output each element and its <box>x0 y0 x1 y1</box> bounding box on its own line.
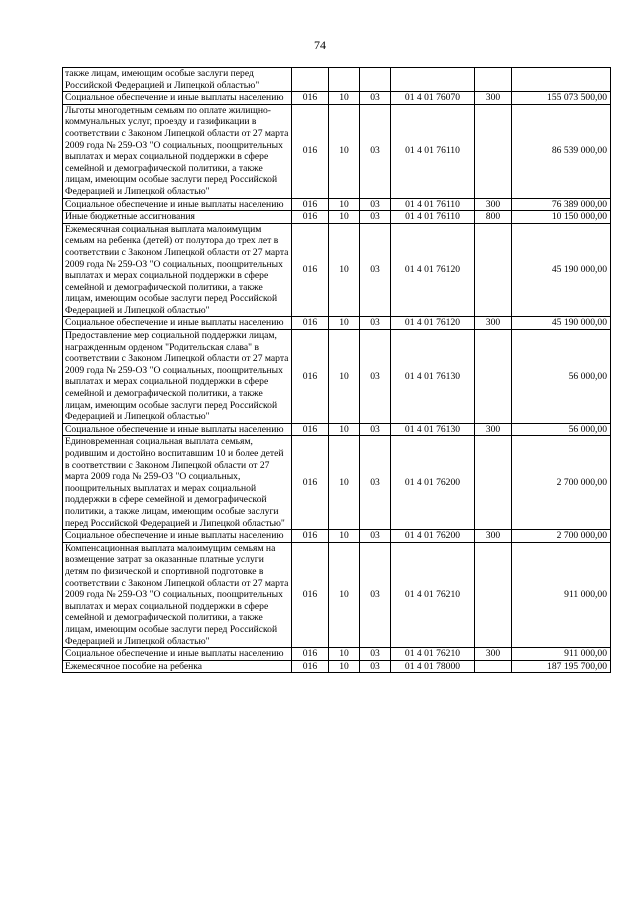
table-row <box>63 648 611 661</box>
expense-type-cell: 300 <box>475 317 512 330</box>
subsection-code-cell: 03 <box>360 92 391 105</box>
item-name-cell: Иные бюджетные ассигнования <box>63 211 292 224</box>
ministry-code-cell <box>292 68 329 92</box>
target-article-cell: 01 4 01 76110 <box>391 104 475 198</box>
section-code-cell: 10 <box>329 530 360 543</box>
ministry-code-cell: 016 <box>292 648 329 661</box>
target-article-cell: 01 4 01 76210 <box>391 648 475 661</box>
target-article-cell: 01 4 01 76110 <box>391 211 475 224</box>
item-name-cell: также лицам, имеющим особые заслуги перед Российской Федерацией и Липецкой областью" <box>63 68 292 92</box>
expense-type-cell: 300 <box>475 198 512 211</box>
item-name-cell: Ежемесячная социальная выплата малоимущим семьям на ребенка (детей) от полутора до трех лет в соответствии с Законом Липецкой области от 27 марта 2009 года № 259-ОЗ "О социальных, поощрительных выплатах и мерах социальной поддержки в сфере семейной и демографической политики, а также лицам, имеющим особые заслуги перед Российской Федерацией и Липецкой областью" <box>63 223 292 317</box>
section-code-cell: 10 <box>329 211 360 224</box>
target-article-cell: 01 4 01 76070 <box>391 92 475 105</box>
ministry-code-cell: 016 <box>292 423 329 436</box>
amount-cell: 45 190 000,00 <box>512 317 611 330</box>
section-code-cell: 10 <box>329 317 360 330</box>
expense-type-cell <box>475 542 512 647</box>
item-name-cell: Социальное обеспечение и иные выплаты населению <box>63 317 292 330</box>
section-code-cell: 10 <box>329 436 360 530</box>
item-name-cell: Льготы многодетным семьям по оплате жилищно-коммунальных услуг, проезду и газификации в соответствии с Законом Липецкой области от 27 марта 2009 года № 259-ОЗ "О социальных, поощрительных выплатах и мерах социальной поддержки в сфере семейной и демографической политики, а также лицам, имеющим особые заслуги перед Российской Федерацией и Липецкой областью" <box>63 104 292 198</box>
target-article-cell: 01 4 01 76120 <box>391 317 475 330</box>
item-name-cell: Социальное обеспечение и иные выплаты населению <box>63 423 292 436</box>
section-code-cell: 10 <box>329 660 360 673</box>
subsection-code-cell: 03 <box>360 436 391 530</box>
target-article-cell: 01 4 01 76130 <box>391 330 475 424</box>
ministry-code-cell: 016 <box>292 104 329 198</box>
target-article-cell <box>391 68 475 92</box>
expense-type-cell: 300 <box>475 648 512 661</box>
table-row <box>63 223 611 317</box>
section-code-cell: 10 <box>329 92 360 105</box>
amount-cell: 56 000,00 <box>512 330 611 424</box>
section-code-cell: 10 <box>329 330 360 424</box>
section-code-cell: 10 <box>329 104 360 198</box>
ministry-code-cell: 016 <box>292 436 329 530</box>
table-row <box>63 530 611 543</box>
amount-cell: 911 000,00 <box>512 648 611 661</box>
amount-cell: 45 190 000,00 <box>512 223 611 317</box>
amount-cell: 187 195 700,00 <box>512 660 611 673</box>
ministry-code-cell: 016 <box>292 211 329 224</box>
ministry-code-cell: 016 <box>292 530 329 543</box>
item-name-cell: Социальное обеспечение и иные выплаты населению <box>63 92 292 105</box>
table-row <box>63 542 611 647</box>
target-article-cell: 01 4 01 76200 <box>391 530 475 543</box>
subsection-code-cell: 03 <box>360 317 391 330</box>
item-name-cell: Предоставление мер социальной поддержки лицам, награжденным орденом "Родительская слава" в соответствии с Законом Липецкой области от 27 марта 2009 года № 259-ОЗ "О социальных, поощрительных выплатах и мерах социальной поддержки в сфере семейной и демографической политики, а также лицам, имеющим особые заслуги перед Российской Федерацией и Липецкой областью" <box>63 330 292 424</box>
target-article-cell: 01 4 01 76110 <box>391 198 475 211</box>
item-name-cell: Социальное обеспечение и иные выплаты населению <box>63 648 292 661</box>
target-article-cell: 01 4 01 78000 <box>391 660 475 673</box>
budget-table-body <box>63 68 611 673</box>
table-row <box>63 198 611 211</box>
section-code-cell <box>329 68 360 92</box>
amount-cell <box>512 68 611 92</box>
expense-type-cell <box>475 436 512 530</box>
subsection-code-cell: 03 <box>360 530 391 543</box>
table-row <box>63 92 611 105</box>
target-article-cell: 01 4 01 76200 <box>391 436 475 530</box>
amount-cell: 76 389 000,00 <box>512 198 611 211</box>
ministry-code-cell: 016 <box>292 198 329 211</box>
subsection-code-cell: 03 <box>360 423 391 436</box>
section-code-cell: 10 <box>329 223 360 317</box>
table-row <box>63 660 611 673</box>
amount-cell: 2 700 000,00 <box>512 436 611 530</box>
expense-type-cell: 300 <box>475 423 512 436</box>
amount-cell: 56 000,00 <box>512 423 611 436</box>
expense-type-cell <box>475 68 512 92</box>
expense-type-cell <box>475 223 512 317</box>
subsection-code-cell: 03 <box>360 648 391 661</box>
item-name-cell: Компенсационная выплата малоимущим семьям на возмещение затрат за оказанные платные услуги детям по физической и спортивной подготовке в соответствии с Законом Липецкой области от 27 марта 2009 года № 259-ОЗ "О социальных, поощрительных выплатах и мерах социальной поддержки в сфере семейной и демографической политики, а также лицам, имеющим особые заслуги перед Российской Федерацией и Липецкой областью" <box>63 542 292 647</box>
table-row <box>63 317 611 330</box>
item-name-cell: Ежемесячное пособие на ребенка <box>63 660 292 673</box>
amount-cell: 86 539 000,00 <box>512 104 611 198</box>
expense-type-cell <box>475 660 512 673</box>
budget-table <box>62 67 611 673</box>
table-row <box>63 330 611 424</box>
target-article-cell: 01 4 01 76120 <box>391 223 475 317</box>
table-row <box>63 436 611 530</box>
section-code-cell: 10 <box>329 423 360 436</box>
expense-type-cell <box>475 104 512 198</box>
target-article-cell: 01 4 01 76130 <box>391 423 475 436</box>
item-name-cell: Единовременная социальная выплата семьям, родившим и достойно воспитавшим 10 и более детей в соответствии с Законом Липецкой области от 27 марта 2009 года № 259-ОЗ "О социальных, поощрительных выплатах и мерах социальной поддержки в сфере семейной и демографической политики, а также лицам, имеющим особые заслуги перед Российской Федерацией и Липецкой областью" <box>63 436 292 530</box>
table-row <box>63 104 611 198</box>
subsection-code-cell: 03 <box>360 198 391 211</box>
section-code-cell: 10 <box>329 542 360 647</box>
expense-type-cell: 300 <box>475 530 512 543</box>
section-code-cell: 10 <box>329 198 360 211</box>
expense-type-cell <box>475 330 512 424</box>
ministry-code-cell: 016 <box>292 330 329 424</box>
target-article-cell: 01 4 01 76210 <box>391 542 475 647</box>
subsection-code-cell: 03 <box>360 211 391 224</box>
subsection-code-cell: 03 <box>360 104 391 198</box>
item-name-cell: Социальное обеспечение и иные выплаты населению <box>63 198 292 211</box>
expense-type-cell: 800 <box>475 211 512 224</box>
subsection-code-cell: 03 <box>360 542 391 647</box>
subsection-code-cell: 03 <box>360 223 391 317</box>
page-number: 74 <box>314 38 326 52</box>
expense-type-cell: 300 <box>475 92 512 105</box>
item-name-cell: Социальное обеспечение и иные выплаты населению <box>63 530 292 543</box>
amount-cell: 911 000,00 <box>512 542 611 647</box>
amount-cell: 10 150 000,00 <box>512 211 611 224</box>
table-row <box>63 68 611 92</box>
ministry-code-cell: 016 <box>292 223 329 317</box>
subsection-code-cell <box>360 68 391 92</box>
ministry-code-cell: 016 <box>292 92 329 105</box>
amount-cell: 155 073 500,00 <box>512 92 611 105</box>
table-row <box>63 211 611 224</box>
amount-cell: 2 700 000,00 <box>512 530 611 543</box>
table-row <box>63 423 611 436</box>
ministry-code-cell: 016 <box>292 660 329 673</box>
subsection-code-cell: 03 <box>360 660 391 673</box>
ministry-code-cell: 016 <box>292 542 329 647</box>
ministry-code-cell: 016 <box>292 317 329 330</box>
section-code-cell: 10 <box>329 648 360 661</box>
subsection-code-cell: 03 <box>360 330 391 424</box>
